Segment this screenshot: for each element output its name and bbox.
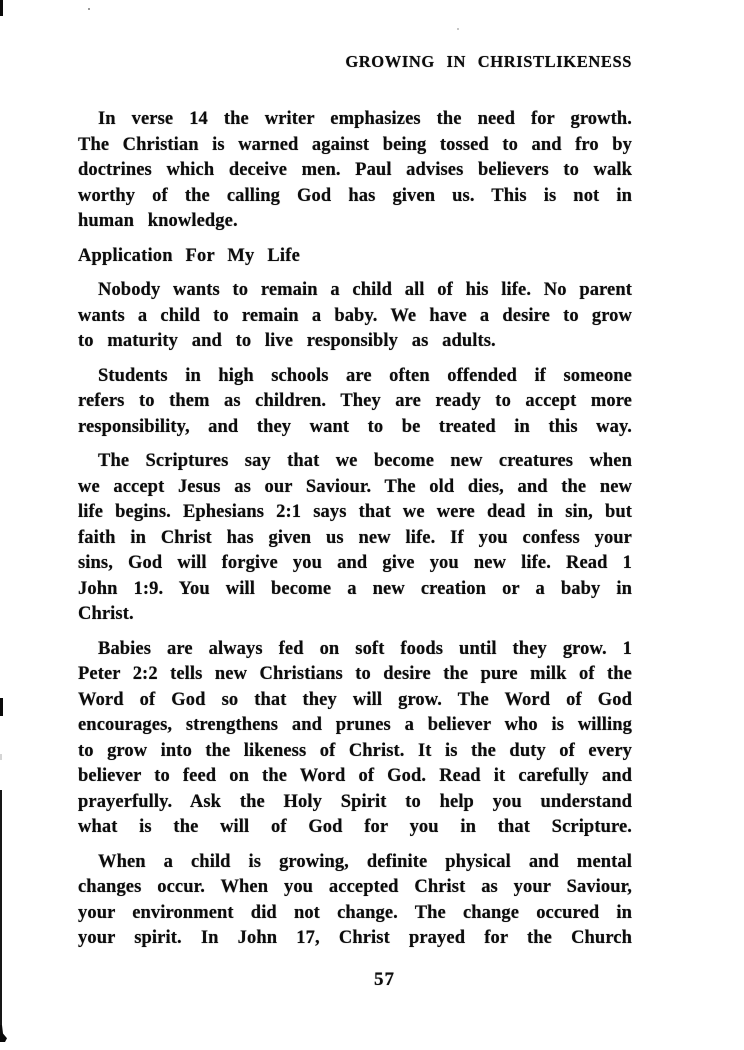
text-line: your environment did not change. The change occured in: [78, 902, 632, 923]
text-line: changes occur. When you accepted Christ as your Saviour,: [78, 877, 632, 897]
text-line: human knowledge.: [78, 211, 238, 231]
section-heading: Application For My Life: [78, 245, 300, 266]
scan-artifact-edge-line: [0, 790, 2, 1042]
scan-artifact-speck: [88, 8, 90, 10]
text-line: Nobody wants to remain a child all of his life. No parent: [98, 280, 632, 300]
text-line: wants a child to remain a baby. We have a desire to grow: [78, 305, 632, 326]
text-line: to grow into the likeness of Christ. It is the duty of every: [78, 740, 632, 761]
text-line: worthy of the calling God has given us. This is not in: [78, 185, 632, 206]
text-line: prayerfully. Ask the Holy Spirit to help you understand: [78, 791, 632, 812]
text-line: doctrines which deceive men. Paul advises believers to walk: [78, 160, 632, 180]
paragraph: [78, 449, 632, 628]
text-line: your spirit. In John 17, Christ prayed for the Church: [78, 928, 632, 948]
text-line: refers to them as children. They are ready to accept more: [78, 391, 632, 411]
text-line: we accept Jesus as our Saviour. The old dies, and the new: [78, 476, 632, 497]
text-line: John 1:9. You will become a new creation or a baby in: [78, 578, 632, 599]
text-line: Christ.: [78, 604, 134, 624]
text-line: Peter 2:2 tells new Christians to desire the pure milk of the: [78, 664, 632, 684]
scan-artifact-edge-faint-mark: [0, 754, 2, 760]
text-line: When a child is growing, definite physical and mental: [98, 851, 632, 872]
page-body: [78, 107, 632, 952]
scan-artifact-bottom-blob: [0, 1025, 7, 1042]
text-line: encourages, strengthens and prunes a believer who is willing: [78, 715, 632, 735]
text-line: The Scriptures say that we become new creatures when: [98, 451, 632, 471]
text-line: Students in high schools are often offended if someone: [98, 365, 632, 386]
scan-artifact-edge-mark: [0, 698, 3, 716]
paragraph: [78, 364, 632, 441]
scan-artifact-corner-mark: [0, 0, 3, 16]
text-line: Word of God so that they will grow. The Word of God: [78, 689, 632, 710]
text-line: Babies are always fed on soft foods until they grow. 1: [98, 638, 632, 659]
text-line: life begins. Ephesians 2:1 says that we were dead in sin, but: [78, 502, 632, 522]
text-line: The Christian is warned against being tossed to and fro by: [78, 134, 632, 155]
paragraph: [78, 278, 632, 355]
text-line: to maturity and to live responsibly as adults.: [78, 331, 496, 351]
text-line: responsibility, and they want to be treated in this way.: [78, 416, 632, 437]
text-line: faith in Christ has given us new life. If you confess your: [78, 527, 632, 548]
paragraph: [78, 850, 632, 952]
paragraph: [78, 637, 632, 841]
text-line: believer to feed on the Word of God. Read it carefully and: [78, 766, 632, 786]
paragraph: [78, 107, 632, 235]
page-number: 57: [374, 969, 395, 990]
running-header: GROWING IN CHRISTLIKENESS: [345, 52, 632, 71]
scan-artifact-speck: [457, 28, 459, 30]
text-line: what is the will of God for you in that Scripture.: [78, 817, 632, 837]
text-line: In verse 14 the writer emphasizes the need for growth.: [98, 109, 632, 129]
text-line: sins, God will forgive you and give you new life. Read 1: [78, 553, 632, 573]
